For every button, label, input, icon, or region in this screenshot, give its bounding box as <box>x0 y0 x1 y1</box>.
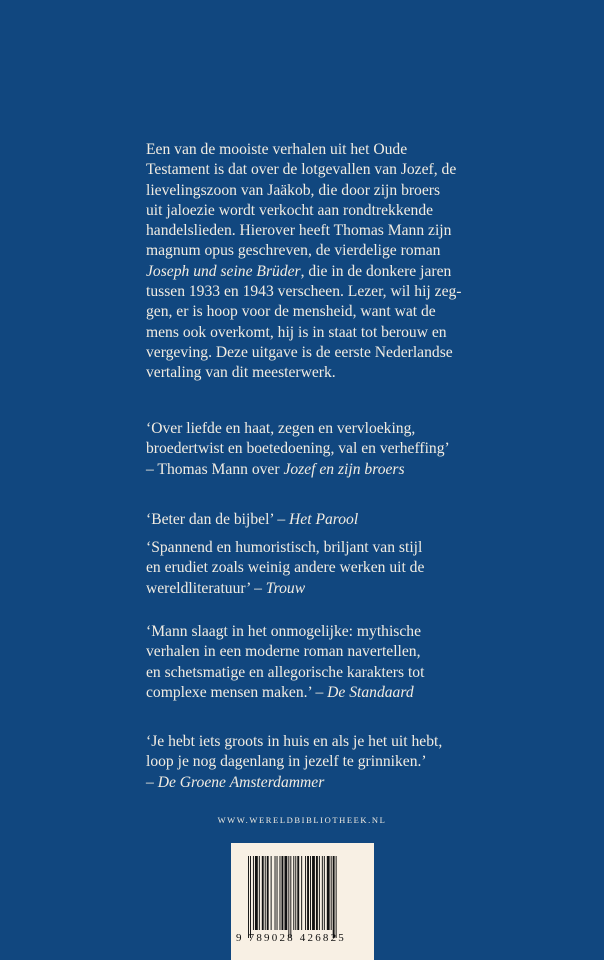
quote-text: wereldliteratuur’ – <box>146 579 266 597</box>
blurb-line: lievelingszoon van Jaäkob, die door zijn broers <box>146 181 441 199</box>
quote-attribution <box>146 460 486 480</box>
quote-line <box>146 683 486 703</box>
blurb-text-fragment: , die in de donkere jaren <box>300 262 452 280</box>
quote-source: Het Parool <box>289 511 359 528</box>
quote-de-groene-amsterdammer <box>146 732 486 793</box>
barcode-bar <box>284 856 287 930</box>
blurb-line: gen, er is hoop voor de mensheid, want wat de <box>146 303 436 321</box>
barcode-bar <box>333 856 335 938</box>
barcode-bar <box>288 856 289 938</box>
barcode-bar <box>319 856 320 930</box>
quote-text: ‘Beter dan de bijbel’ – <box>146 511 290 528</box>
quote-line <box>146 579 486 599</box>
barcode-bar <box>277 856 278 930</box>
quote-line: loop je nog dagenlang in jezelf te grinniken.’ <box>146 753 427 771</box>
blurb-line: uit jaloezie wordt verkocht aan rondtrekkende <box>146 201 434 219</box>
barcode-bar <box>293 856 294 930</box>
barcode-bar <box>307 856 309 930</box>
quote-line: broedertwist en boetedoening, val en verheffing’ <box>146 440 450 458</box>
quote-thomas-mann <box>146 419 486 480</box>
barcode-bar <box>336 856 337 938</box>
quote-line <box>146 510 486 530</box>
quote-line: ‘Mann slaagt in het onmogelijke: mythische <box>146 623 421 640</box>
barcode-bar <box>290 856 291 938</box>
quote-source <box>146 773 486 793</box>
barcode-bar <box>248 856 249 938</box>
barcode-bar <box>265 856 266 930</box>
quote-line: ‘Spannend en humoristisch, briljant van stijl <box>146 539 423 556</box>
blurb-line: Een van de mooiste verhalen uit het Oude <box>146 141 408 158</box>
barcode-bar <box>267 856 269 930</box>
barcode-bar <box>312 856 315 930</box>
barcode-bar <box>262 856 264 930</box>
barcode-bar <box>253 856 254 930</box>
barcode-bar <box>250 856 251 938</box>
barcode-bar <box>271 856 272 930</box>
blurb-line: tussen 1933 en 1943 verscheen. Lezer, wil hij zeg- <box>146 283 462 301</box>
quote-line: verhalen in een moderne roman navertellen, <box>146 643 421 661</box>
blurb-line: vergeving. Deze uitgave is de eerste Nederlandse <box>146 343 453 361</box>
blurb-line: magnum opus geschreven, de vierdelige roman <box>146 242 441 260</box>
barcode-bar <box>255 856 258 930</box>
barcode-bar <box>310 856 311 930</box>
book-title-original: Joseph und seine Brüder <box>146 262 301 280</box>
barcode-bar <box>305 856 306 930</box>
blurb-line <box>146 262 486 282</box>
barcode-bars <box>248 856 360 938</box>
barcode-bar <box>275 856 276 930</box>
blurb-line: handelslieden. Hierover heeft Thomas Mann zijn <box>146 222 452 240</box>
blurb-line: vertaling van dit meesterwerk. <box>146 364 336 382</box>
barcode-bar <box>282 856 284 930</box>
barcode-bar <box>331 856 332 930</box>
barcode <box>231 843 374 960</box>
quote-source: Trouw <box>265 579 306 597</box>
barcode-bar <box>297 856 299 930</box>
blurb-line: mens ook overkomt, hij is in staat tot berouw en <box>146 323 447 341</box>
blurb-text <box>146 140 486 384</box>
quote-line: en erudiet zoals weinig andere werken uit de <box>146 559 425 577</box>
quote-source: De Standaard <box>327 683 414 701</box>
quote-line: ‘Je hebt iets groots in huis en als je het uit hebt, <box>146 733 443 750</box>
blurb-line: Testament is dat over de lotgevallen van Jozef, de <box>146 161 457 179</box>
quote-het-parool <box>146 510 486 530</box>
barcode-bar <box>327 856 330 930</box>
quote-line: en schetsmatige en allegorische karakters tot <box>146 663 425 681</box>
attribution-text: – Thomas Mann over <box>146 460 284 478</box>
barcode-bar <box>301 856 302 930</box>
barcode-bar <box>322 856 323 930</box>
barcode-bar <box>316 856 318 930</box>
barcode-bar <box>295 856 296 930</box>
isbn-number: 9 789028 426825 <box>236 932 346 944</box>
quote-line: ‘Over liefde en haat, zegen en vervloeking, <box>146 420 416 437</box>
attribution-title: Jozef en zijn broers <box>283 460 405 478</box>
publisher-url: WWW.WERELDBIBLIOTHEEK.NL <box>217 815 387 825</box>
quote-de-standaard <box>146 622 486 703</box>
barcode-bar <box>324 856 325 930</box>
quote-text: complexe mensen maken.’ – <box>146 683 328 701</box>
quote-source-text: – De Groene Amsterdammer <box>146 773 325 791</box>
quote-trouw <box>146 538 486 599</box>
barcode-bar <box>259 856 260 930</box>
barcode-bar <box>280 856 281 930</box>
